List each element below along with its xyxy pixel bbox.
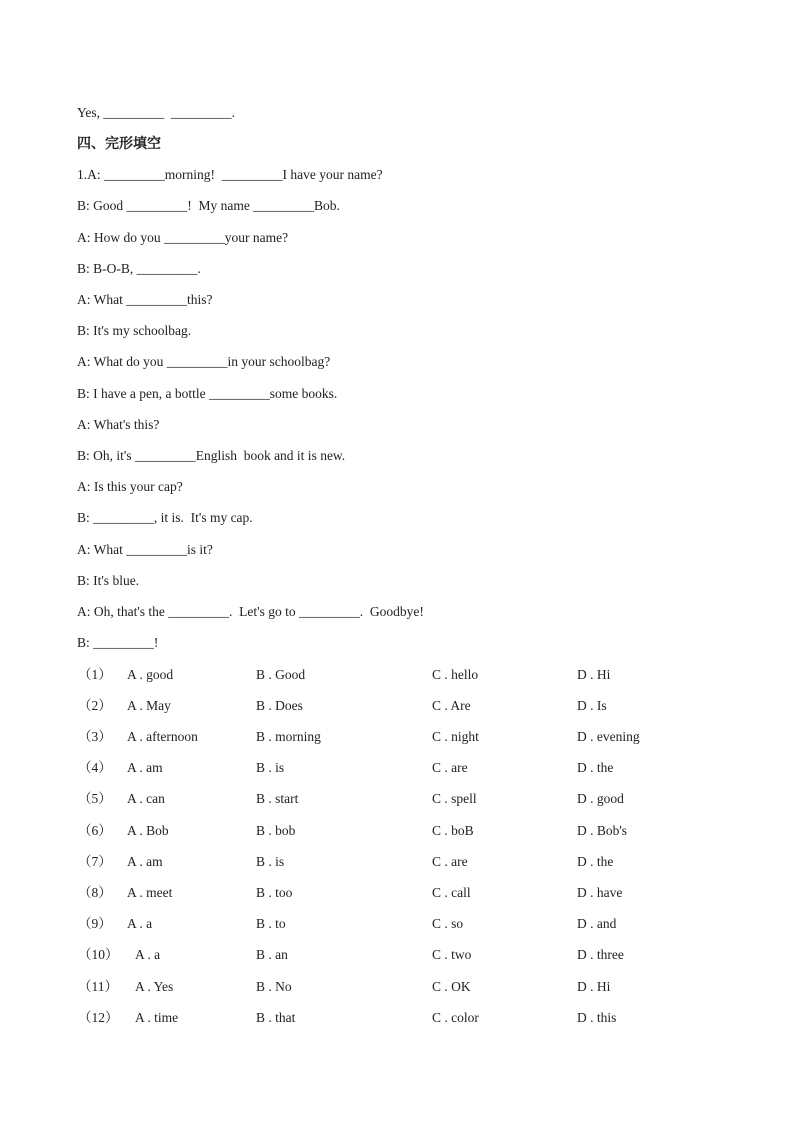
option-d: D . Hi [577,979,611,994]
dialogue-line: B: Oh, it's _________English book and it is new. [77,448,346,463]
option-d: D . Bob's [577,823,628,838]
question-number: （8） [78,885,112,900]
option-a: A . can [127,791,165,806]
option-c: C . Are [432,698,471,713]
dialogue-line: B: It's my schoolbag. [77,323,192,338]
option-b: B . start [256,791,299,806]
option-row [0,853,794,871]
option-d: D . Is [577,698,607,713]
option-d: D . the [577,854,614,869]
option-c: C . color [432,1010,479,1025]
option-d: D . the [577,760,614,775]
dialogue-line: A: How do you _________your name? [77,230,289,245]
option-b: B . No [256,979,292,994]
option-row [0,884,794,902]
question-number: （1） [78,667,112,682]
question-number: （5） [78,791,112,806]
question-number: （9） [78,916,112,931]
option-row [0,1009,794,1027]
option-d: D . Hi [577,667,611,682]
question-number: （11） [78,979,118,994]
option-c: C . hello [432,667,479,682]
option-c: C . two [432,947,472,962]
option-a: A . time [135,1010,179,1025]
option-b: B . that [256,1010,296,1025]
question-number: （7） [78,854,112,869]
question-number: （10） [78,947,119,962]
dialogue-line: 1.A: _________morning! _________I have your name? [77,167,383,182]
option-c: C . so [432,916,464,931]
dialogue-line: A: What _________this? [77,292,213,307]
option-c: C . boB [432,823,474,838]
option-d: D . and [577,916,617,931]
option-a: A . Bob [127,823,169,838]
option-a: A . good [127,667,174,682]
option-row [0,697,794,715]
dialogue-line: B: _________! [77,635,159,650]
option-a: A . May [127,698,171,713]
dialogue-line: A: What do you _________in your schoolbag? [77,354,331,369]
question-number: （3） [78,729,112,744]
dialogue-line: A: What _________is it? [77,542,213,557]
option-a: A . afternoon [127,729,198,744]
dialogue-line: A: Oh, that's the _________. Let's go to _________. Goodbye! [77,604,424,619]
question-number: （4） [78,760,112,775]
option-d: D . this [577,1010,617,1025]
option-d: D . three [577,947,624,962]
option-b: B . to [256,916,286,931]
option-a: A . am [127,760,163,775]
option-row [0,790,794,808]
answer-line: Yes, _________ _________. [77,105,236,120]
option-row [0,822,794,840]
option-a: A . a [135,947,161,962]
question-number: （6） [78,823,112,838]
option-d: D . have [577,885,623,900]
option-c: C . are [432,760,468,775]
question-number: （2） [78,698,112,713]
option-c: C . call [432,885,471,900]
option-a: A . Yes [135,979,174,994]
dialogue-line: B: _________, it is. It's my cap. [77,510,253,525]
option-row [0,946,794,964]
option-b: B . is [256,760,285,775]
option-b: B . Does [256,698,303,713]
dialogue-line: B: It's blue. [77,573,140,588]
option-b: B . Good [256,667,306,682]
option-b: B . bob [256,823,296,838]
option-a: A . am [127,854,163,869]
option-a: A . meet [127,885,173,900]
option-c: C . OK [432,979,471,994]
option-b: B . too [256,885,293,900]
option-row [0,759,794,777]
option-row [0,915,794,933]
dialogue-line: B: I have a pen, a bottle _________some books. [77,386,338,401]
option-c: C . are [432,854,468,869]
dialogue-line: B: B-O-B, _________. [77,261,201,276]
option-d: D . evening [577,729,640,744]
question-number: （12） [78,1010,119,1025]
option-b: B . morning [256,729,321,744]
dialogue-line: A: What's this? [77,417,160,432]
option-c: C . night [432,729,479,744]
option-row [0,728,794,746]
dialogue-line: B: Good _________! My name _________Bob. [77,198,340,213]
dialogue-line: A: Is this your cap? [77,479,183,494]
option-c: C . spell [432,791,477,806]
option-b: B . is [256,854,285,869]
option-b: B . an [256,947,288,962]
option-row [0,978,794,996]
option-a: A . a [127,916,153,931]
option-d: D . good [577,791,624,806]
section-title: 四、完形填空 [77,136,161,152]
option-row [0,666,794,684]
